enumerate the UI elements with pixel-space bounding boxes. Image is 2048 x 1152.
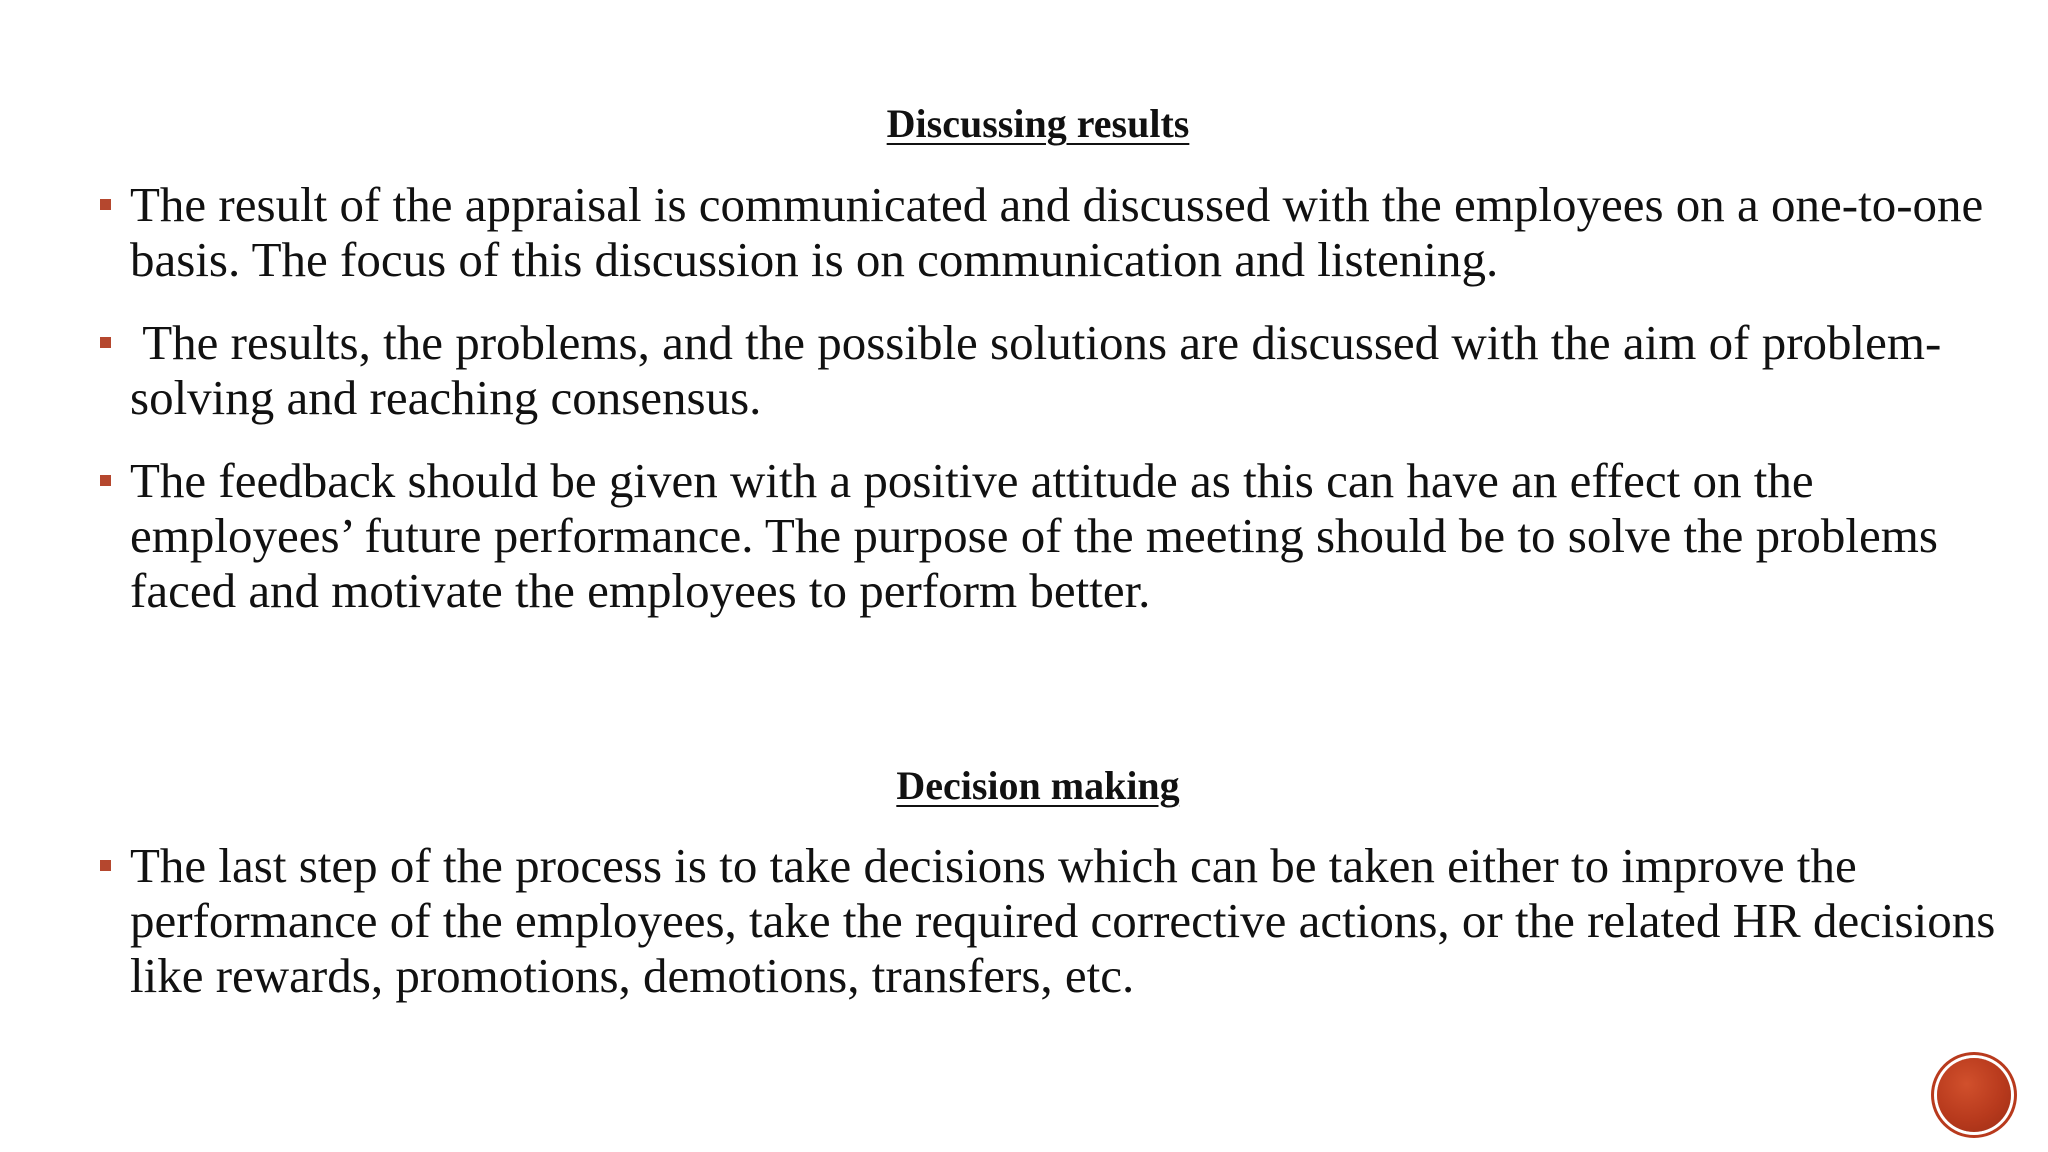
section-heading-discussing-results: Discussing results — [886, 101, 1190, 146]
bullet-item — [98, 177, 1998, 287]
bullet-list-decision-making — [98, 838, 1998, 1031]
circle-logo-icon — [1937, 1058, 2011, 1132]
bullet-item — [98, 315, 1998, 425]
bullet-text: The results, the problems, and the possible solutions are discussed with the aim of problem-solving and reaching consensus. — [130, 315, 1942, 425]
section-heading-decision-making: Decision making — [896, 763, 1180, 808]
bullet-text: The last step of the process is to take decisions which can be taken either to improve the performance of the employees, take the required corrective actions, or the related HR decisions like rewards, promotions, demotions, transfers, etc. — [130, 838, 1996, 1003]
square-bullet-icon — [100, 337, 111, 348]
square-bullet-icon — [100, 860, 111, 871]
bullet-list-discussing-results — [98, 177, 1998, 646]
square-bullet-icon — [100, 199, 111, 210]
bullet-item — [98, 453, 1998, 618]
bullet-text: The feedback should be given with a positive attitude as this can have an effect on the employees’ future performance. The purpose of the meeting should be to solve the problems faced and motivate the employees to perform better. — [130, 453, 1938, 618]
bullet-text: The result of the appraisal is communicated and discussed with the employees on a one-to-one basis. The focus of this discussion is on communication and listening. — [130, 177, 1984, 287]
bullet-item — [98, 838, 1998, 1003]
square-bullet-icon — [100, 475, 111, 486]
